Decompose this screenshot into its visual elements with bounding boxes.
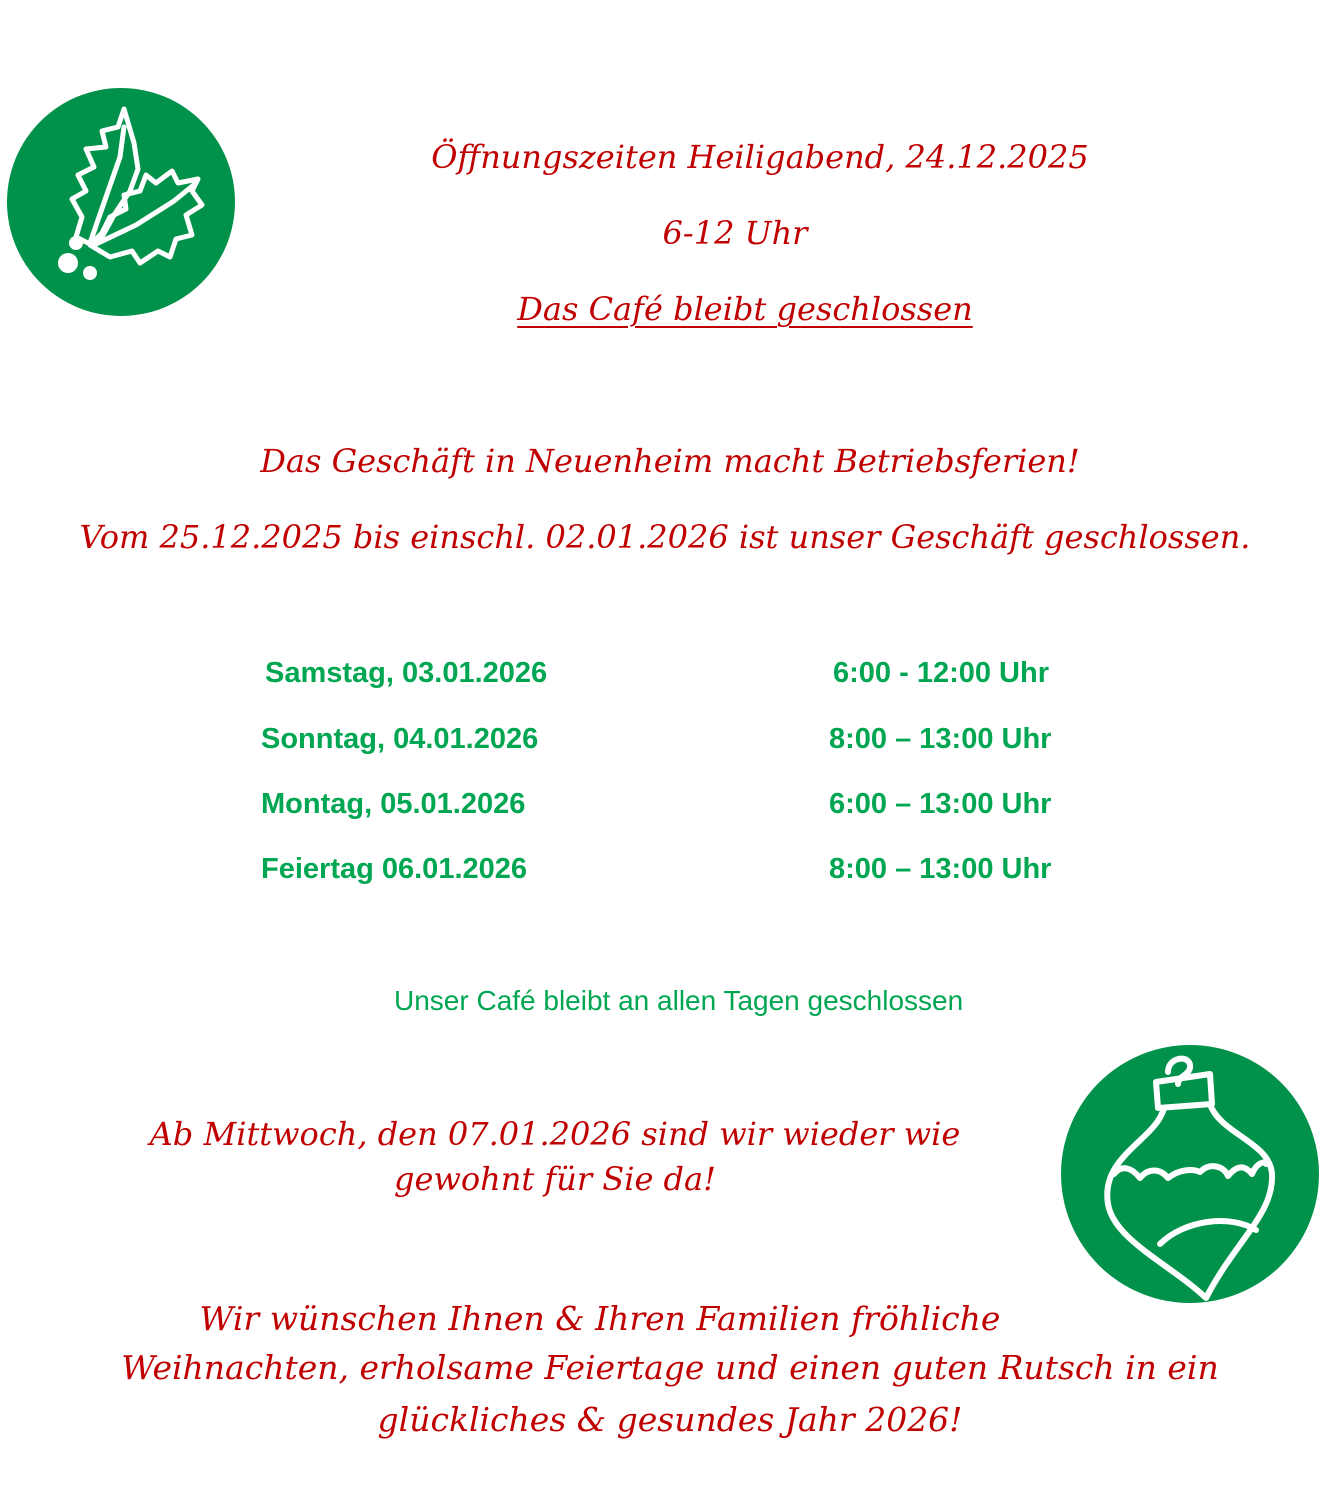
schedule-day: Sonntag, 04.01.2026 [261,723,539,755]
cafe-closed-note: Das Café bleibt geschlossen [517,290,973,328]
greeting-line1: Wir wünschen Ihnen & Ihren Familien fröhliche [199,1299,1001,1338]
reopening-line2: gewohnt für Sie da! [394,1160,716,1198]
cafe-closed-all-days: Unser Café bleibt an allen Tagen geschlossen [394,985,964,1016]
holly-icon [6,87,236,317]
schedule-day: Feiertag 06.01.2026 [261,853,528,885]
schedule-hours: 8:00 – 13:00 Uhr [829,853,1052,885]
schedule-hours: 8:00 – 13:00 Uhr [829,723,1052,755]
christmas-eve-title: Öffnungszeiten Heiligabend, 24.12.2025 [431,138,1089,176]
holiday-closure-line2: Vom 25.12.2025 bis einschl. 02.01.2026 ist unser Geschäft geschlossen. [79,518,1251,556]
schedule-day: Montag, 05.01.2026 [261,788,526,820]
greeting-line3: glückliches & gesundes Jahr 2026! [377,1400,963,1439]
ornament-icon [1060,1044,1320,1304]
schedule-hours: 6:00 - 12:00 Uhr [833,657,1049,689]
christmas-eve-hours: 6-12 Uhr [662,214,808,252]
reopening-line1: Ab Mittwoch, den 07.01.2026 sind wir wieder wie [149,1115,961,1153]
schedule-day: Samstag, 03.01.2026 [265,657,548,689]
greeting-line2: Weihnachten, erholsame Feiertage und einen guten Rutsch in ein [121,1348,1219,1387]
schedule-hours: 6:00 – 13:00 Uhr [829,788,1052,820]
holiday-closure-line1: Das Geschäft in Neuenheim macht Betriebsferien! [260,442,1080,480]
